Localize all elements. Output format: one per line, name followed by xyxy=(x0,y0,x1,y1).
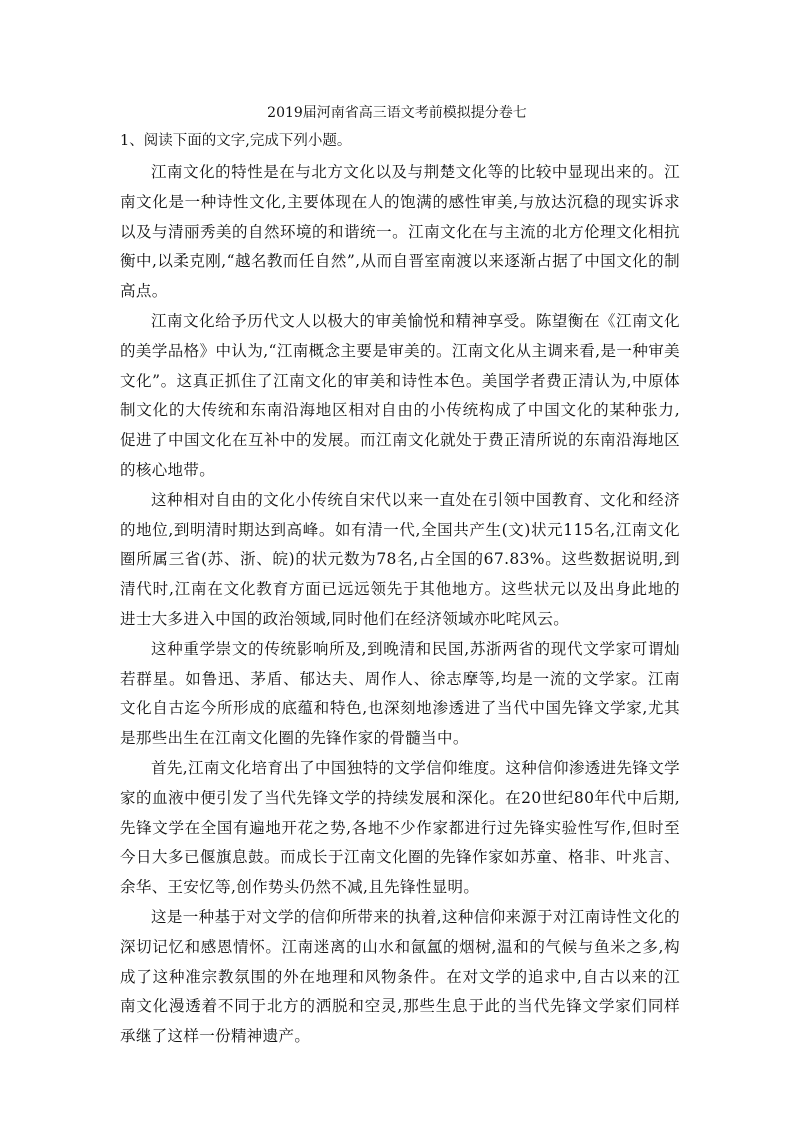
paragraph-2: 江南文化给予历代文人以极大的审美愉悦和精神享受。陈望衡在《江南文化的美学品格》中认为,“江南概念主要是审美的。江南文化从主调来看,是一种审美文化”。这真正抓住了江南文化的审美和诗性本色。美国学者费正清认为,中原体制文化的大传统和东南沿海地区相对自由的小传统构成了中国文化的某种张力,促进了中国文化在互补中的发展。而江南文化就处于费正清所说的东南沿海地区的核心地带。 xyxy=(120,311,680,479)
paragraph-3: 这种相对自由的文化小传统自宋代以来一直处在引领中国教育、文化和经济的地位,到明清时期达到高峰。如有清一代,全国共产生(文)状元115名,江南文化圈所属三省(苏、浙、皖)的状元数为78名,占全国的67.83%。这些数据说明,到清代时,江南在文化教育方面已远远领先于其他地方。这些状元以及出身此地的进士大多进入中国的政治领域,同时他们在经济领域亦叱咤风云。 xyxy=(120,490,680,628)
paragraph-5: 首先,江南文化培育出了中国独特的文学信仰维度。这种信仰渗透进先锋文学家的血液中便引发了当代先锋文学的持续发展和深化。在20世纪80年代中后期,先锋文学在全国有遍地开花之势,各地不少作家都进行过先锋实验性写作,但时至今日大多已偃旗息鼓。而成长于江南文化圈的先锋作家如苏童、格非、叶兆言、余华、王安忆等,创作势头仍然不减,且先锋性显明。 xyxy=(120,758,680,897)
paragraph-6: 这是一种基于对文学的信仰所带来的执着,这种信仰来源于对江南诗性文化的深切记忆和感恩情怀。江南迷离的山水和氤氲的烟树,温和的气候与鱼米之多,构成了这种准宗教氛围的外在地理和风物条件。在对文学的追求中,自古以来的江南文化漫透着不同于北方的洒脱和空灵,那些生息于此的当代先锋文学家们同样承继了这样一份精神遗产。 xyxy=(120,907,680,1046)
reading-passage xyxy=(120,158,680,1052)
paragraph-1: 江南文化的特性是在与北方文化以及与荆楚文化等的比较中显现出来的。江南文化是一种诗性文化,主要体现在人的饱满的感性审美,与放达沉稳的现实诉求以及与清丽秀美的自然环境的和谐统一。江南文化在与主流的北方伦理文化相抗衡中,以柔克刚,“越名教而任自然”,从而自晋室南渡以来逐渐占据了中国文化的制高点。 xyxy=(120,163,680,301)
question-stem: 1、阅读下面的文字,完成下列小题。 xyxy=(120,133,352,149)
paragraph-4: 这种重学崇文的传统影响所及,到晚清和民国,苏浙两省的现代文学家可谓灿若群星。如鲁迅、茅盾、郁达夫、周作人、徐志摩等,均是一流的文学家。江南文化自古迄今所形成的底蕴和特色,也深刻地渗透进了当代中国先锋文学家,尤其是那些出生在江南文化圈的先锋作家的骨髓当中。 xyxy=(120,639,680,748)
document-title: 2019届河南省高三语文考前模拟提分卷七 xyxy=(267,105,527,121)
